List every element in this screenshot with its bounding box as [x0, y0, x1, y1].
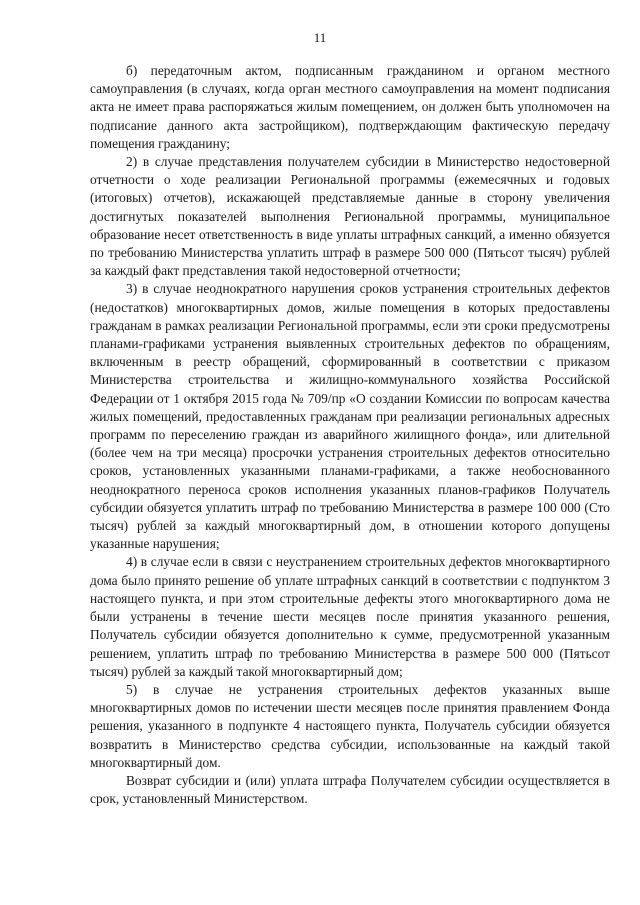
paragraph-item-2: 2) в случае представления получателем субсидии в Министерство недостоверной отчетности о ходе реализации Региональной программы (ежемесячных и годовых (итоговых) отчетов), искажающей представляемые данные в сторону увеличения достигнутых показателей выполнения Региональной программы, муниципальное образование несет ответственность в виде уплаты штрафных санкций, а именно обязуется по требованию Министерства уплатить штраф в размере 500 000 (Пятьсот тысяч) рублей за каждый факт представления такой недостоверной отчетности; [90, 154, 610, 279]
document-body [90, 62, 610, 808]
paragraph-item-4: 4) в случае если в связи с неустранением строительных дефектов многоквартирного дома было принято решение об уплате штрафных санкций в соответствии с подпунктом 3 настоящего пункта, и при этом строительные дефекты этого многоквартирного дома не были устранены в течение шести месяцев после принятия указанного решения, Получатель субсидии обязуется дополнительно к сумме, предусмотренной указанным решением, уплатить штраф по требованию Министерства в размере 500 000 (Пятьсот тысяч) рублей за каждый такой многоквартирный дом; [90, 554, 610, 679]
paragraph-item-3: 3) в случае неоднократного нарушения сроков устранения строительных дефектов (недостатков) многоквартирных домов, жилые помещения в которых предоставлены гражданам в рамках реализации Региональной программы, если эти сроки предусмотрены планами-графиками устранения выявленных строительных дефектов по обращениям, включенным в реестр обращений, сформированный в соответствии с приказом Министерства строительства и жилищно-коммунального хозяйства Российской Федерации от 1 октября 2015 года № 709/пр «О создании Комиссии по вопросам качества жилых помещений, предоставленных гражданам при реализации региональных адресных программ по переселению граждан из аварийного жилищного фонда», или длительной (более чем на три месяца) просрочки устранения строительных дефектов относительно сроков, установленных указанными планами-графиками, а также необоснованного неоднократного переноса сроков исполнения указанных планов-графиков Получатель субсидии обязуется уплатить штраф по требованию Министерства в размере 100 000 (Сто тысяч) рублей за каждый многоквартирный дом, в отношении которого допущены указанные нарушения; [90, 281, 610, 552]
paragraph-refund: Возврат субсидии и (или) уплата штрафа Получателем субсидии осуществляется в срок, установленный Министерством. [90, 772, 610, 807]
page-number: 11 [313, 30, 327, 45]
paragraph-transfer-act: б) передаточным актом, подписанным гражданином и органом местного самоуправления (в случаях, когда орган местного самоуправления на момент подписания акта не имеет права распоряжаться жилым помещением, он должен быть уполномочен на подписание данного акта застройщиком), подтверждающим фактическую передачу помещения гражданину; [90, 63, 610, 151]
paragraph-item-5: 5) в случае не устранения строительных дефектов указанных выше многоквартирных домов по истечении шести месяцев после принятия правлением Фонда решения, указанного в подпункте 4 настоящего пункта, Получатель субсидии обязуется возвратить в Министерство средства субсидии, использованные на каждый такой многоквартирный дом. [90, 681, 610, 770]
